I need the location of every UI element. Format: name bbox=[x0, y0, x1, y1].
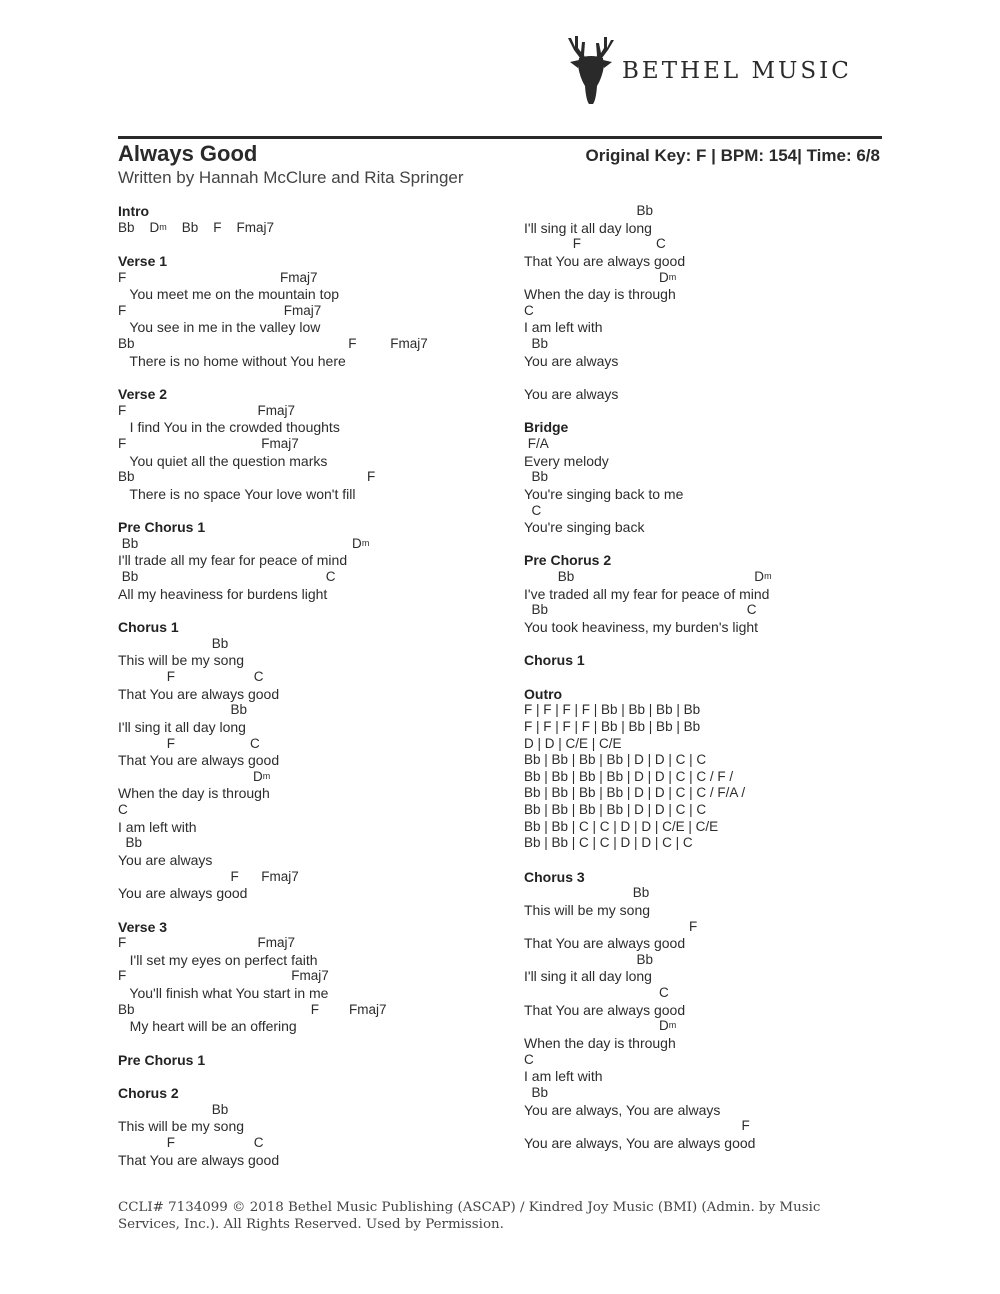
chord-line: Bb bbox=[524, 885, 650, 901]
chord-line: Bb bbox=[524, 336, 549, 352]
lyric-line: I find You in the crowded thoughts bbox=[118, 419, 340, 436]
chord-line: F C bbox=[118, 1134, 264, 1150]
lyric-line: I am left with bbox=[524, 319, 603, 336]
section-heading: Verse 2 bbox=[118, 386, 168, 403]
lyric-line: That You are always good bbox=[118, 752, 280, 769]
section-heading: Pre Chorus 2 bbox=[524, 552, 612, 569]
stag-head-icon bbox=[566, 28, 618, 106]
lyric-line: There is no home without You here bbox=[118, 352, 346, 369]
lyric-line: That You are always good bbox=[524, 1001, 686, 1018]
chord-line: C bbox=[524, 502, 542, 518]
spacer bbox=[524, 852, 904, 869]
section-heading: Pre Chorus 1 bbox=[118, 1051, 206, 1068]
chord-line: Bb | Bb | Bb | Bb | D | D | C | C / F/A / bbox=[524, 785, 746, 801]
chord-minor-mark: m bbox=[361, 537, 370, 548]
chord-line: F C bbox=[118, 668, 264, 684]
chord-text: D bbox=[524, 1018, 669, 1034]
lyric-line: You are always, You are always good bbox=[524, 1134, 756, 1151]
chord-line: Bb bbox=[524, 469, 549, 485]
chord-line bbox=[118, 536, 498, 553]
spacer bbox=[118, 902, 498, 919]
chord-line: F | F | F | F | Bb | Bb | Bb | Bb bbox=[524, 718, 701, 734]
chord-line: Bb F bbox=[118, 469, 376, 485]
song-credit: Written by Hannah McClure and Rita Springer bbox=[118, 168, 464, 187]
song-meta: Original Key: F | BPM: 154| Time: 6/8 bbox=[585, 146, 880, 165]
section-heading: Pre Chorus 1 bbox=[118, 519, 206, 536]
lyric-line: My heart will be an offering bbox=[118, 1018, 297, 1035]
lyric-line: That You are always good bbox=[524, 252, 686, 269]
chord-line: Bb bbox=[524, 951, 654, 967]
chord-minor-mark: m bbox=[159, 221, 167, 232]
lyric-line: That You are always good bbox=[524, 935, 686, 952]
lyric-line: You took heaviness, my burden's light bbox=[524, 619, 759, 636]
spacer bbox=[118, 503, 498, 520]
spacer bbox=[118, 602, 498, 619]
header-rule bbox=[118, 136, 882, 139]
section-heading: Bridge bbox=[524, 419, 569, 436]
chord-minor-mark: m bbox=[668, 1020, 677, 1031]
chord-line bbox=[524, 1018, 904, 1035]
lyric-line: You quiet all the question marks bbox=[118, 452, 328, 469]
section-heading: Outro bbox=[524, 685, 563, 702]
chord-line: Bb | Bb | Bb | Bb | D | D | C | C bbox=[524, 752, 707, 768]
section-heading: Intro bbox=[118, 203, 150, 219]
lyric-line: When the day is through bbox=[524, 286, 676, 303]
chord-line: Bb bbox=[118, 1101, 229, 1117]
spacer bbox=[524, 536, 904, 553]
chord-line: Bb bbox=[118, 702, 248, 718]
lyric-line: You are always, You are always bbox=[524, 1101, 721, 1118]
lyric-line: You are always bbox=[524, 352, 619, 369]
chord-line: F C bbox=[118, 735, 260, 751]
lyric-line: When the day is through bbox=[524, 1035, 676, 1052]
lyric-line: I'll set my eyes on perfect faith bbox=[118, 951, 318, 968]
chord-line: Bb bbox=[118, 835, 143, 851]
lyric-line: All my heaviness for burdens light bbox=[118, 585, 328, 602]
chord-line: F bbox=[524, 1118, 750, 1134]
spacer bbox=[118, 236, 498, 253]
spacer bbox=[524, 403, 904, 420]
spacer bbox=[524, 369, 904, 386]
chord-line: Bb bbox=[524, 1084, 549, 1100]
chord-line: F/A bbox=[524, 435, 549, 451]
chord-line: Bb F Fmaj7 bbox=[118, 1001, 387, 1017]
lyric-line: I'll trade all my fear for peace of mind bbox=[118, 552, 348, 569]
lyric-line: This will be my song bbox=[118, 652, 245, 669]
chord-line bbox=[118, 220, 498, 237]
section-heading: Chorus 1 bbox=[118, 619, 179, 636]
chord-line: F Fmaj7 bbox=[118, 435, 299, 451]
chord-line: Bb | Bb | Bb | Bb | D | D | C | C bbox=[524, 802, 707, 818]
lyric-line: When the day is through bbox=[118, 785, 270, 802]
chord-line: F Fmaj7 bbox=[118, 868, 299, 884]
section-heading: Chorus 2 bbox=[118, 1084, 179, 1101]
lyric-line: Every melody bbox=[524, 452, 609, 469]
chord-text: D bbox=[524, 269, 669, 285]
chord-line: F Fmaj7 bbox=[118, 302, 322, 318]
section-heading: Chorus 3 bbox=[524, 868, 585, 885]
chord-line: Bb | Bb | C | C | D | D | C/E | C/E bbox=[524, 818, 719, 834]
lyric-line: That You are always good bbox=[118, 1151, 280, 1168]
lyric-line: You are always bbox=[118, 851, 213, 868]
chord-line: C bbox=[524, 302, 534, 318]
lyric-line: You meet me on the mountain top bbox=[118, 286, 340, 303]
lyric-line: This will be my song bbox=[524, 901, 651, 918]
spacer bbox=[524, 636, 904, 653]
chord-line: F Fmaj7 bbox=[118, 402, 296, 418]
song-title: Always Good bbox=[118, 141, 258, 166]
chord-line: F | F | F | F | Bb | Bb | Bb | Bb bbox=[524, 702, 701, 718]
chord-line: F C bbox=[524, 236, 666, 252]
logo-wordmark: BETHEL MUSIC bbox=[622, 58, 852, 84]
chord-line: F Fmaj7 bbox=[118, 935, 296, 951]
chord-minor-mark: m bbox=[764, 571, 772, 582]
lyric-line: You're singing back bbox=[524, 519, 645, 536]
chord-text: Bb D bbox=[118, 219, 160, 235]
section-heading: Verse 3 bbox=[118, 918, 168, 935]
chord-minor-mark: m bbox=[668, 271, 677, 282]
lyric-line: I'll sing it all day long bbox=[524, 968, 652, 985]
lyric-line: That You are always good bbox=[118, 685, 280, 702]
chord-line: F Fmaj7 bbox=[118, 269, 318, 285]
chord-line: C bbox=[118, 802, 128, 818]
lyric-line: I'll sing it all day long bbox=[118, 718, 246, 735]
chord-line: C bbox=[524, 1051, 534, 1067]
lyric-line: This will be my song bbox=[118, 1118, 245, 1135]
chord-line: F bbox=[524, 918, 698, 934]
chord-line bbox=[524, 270, 904, 287]
chord-line bbox=[118, 769, 498, 786]
right-column bbox=[524, 203, 904, 1152]
chord-text: Bb D bbox=[524, 569, 765, 585]
left-column bbox=[118, 203, 498, 1168]
spacer bbox=[524, 669, 904, 686]
chord-line: Bb C bbox=[118, 569, 336, 585]
lyric-line: You see in me in the valley low bbox=[118, 319, 321, 336]
chord-text: D bbox=[118, 768, 263, 784]
chord-line: Bb bbox=[524, 203, 654, 218]
chord-line: Bb | Bb | Bb | Bb | D | D | C | C / F / bbox=[524, 768, 734, 784]
copyright-footer: CCLI# 7134099 © 2018 Bethel Music Publishing (ASCAP) / Kindred Joy Music (BMI) (Admin. by Music Services, Inc.). All Rights Reserved. Used by Permission. bbox=[118, 1200, 821, 1232]
lyric-line: I am left with bbox=[118, 818, 197, 835]
section-heading: Chorus 1 bbox=[524, 652, 585, 669]
spacer bbox=[118, 1035, 498, 1052]
chord-line bbox=[524, 569, 904, 586]
spacer bbox=[118, 1068, 498, 1085]
chord-text: Bb F Fmaj7 bbox=[166, 219, 275, 235]
chord-line: Bb C bbox=[524, 602, 757, 618]
lyric-line: You are always good bbox=[118, 885, 248, 902]
section-heading: Verse 1 bbox=[118, 252, 168, 269]
lyric-line: You're singing back to me bbox=[524, 485, 684, 502]
lyric-line: You'll finish what You start in me bbox=[118, 985, 329, 1002]
chord-text: Bb D bbox=[118, 535, 362, 551]
chord-line: Bb bbox=[118, 635, 229, 651]
chord-line: C bbox=[524, 985, 669, 1001]
chord-line: D | D | C/E | C/E bbox=[524, 735, 622, 751]
chord-line: Bb | Bb | C | C | D | D | C | C bbox=[524, 835, 693, 851]
lyric-line: I've traded all my fear for peace of mind bbox=[524, 585, 770, 602]
lyric-line: There is no space Your love won't fill bbox=[118, 485, 356, 502]
chord-line: Bb F Fmaj7 bbox=[118, 336, 428, 352]
bethel-music-logo bbox=[566, 28, 886, 108]
spacer bbox=[118, 369, 498, 386]
lyric-line: I am left with bbox=[524, 1068, 603, 1085]
chord-line: F Fmaj7 bbox=[118, 968, 329, 984]
chord-minor-mark: m bbox=[262, 770, 271, 781]
lyric-line: You are always bbox=[524, 386, 619, 403]
lyric-line: I'll sing it all day long bbox=[524, 219, 652, 236]
